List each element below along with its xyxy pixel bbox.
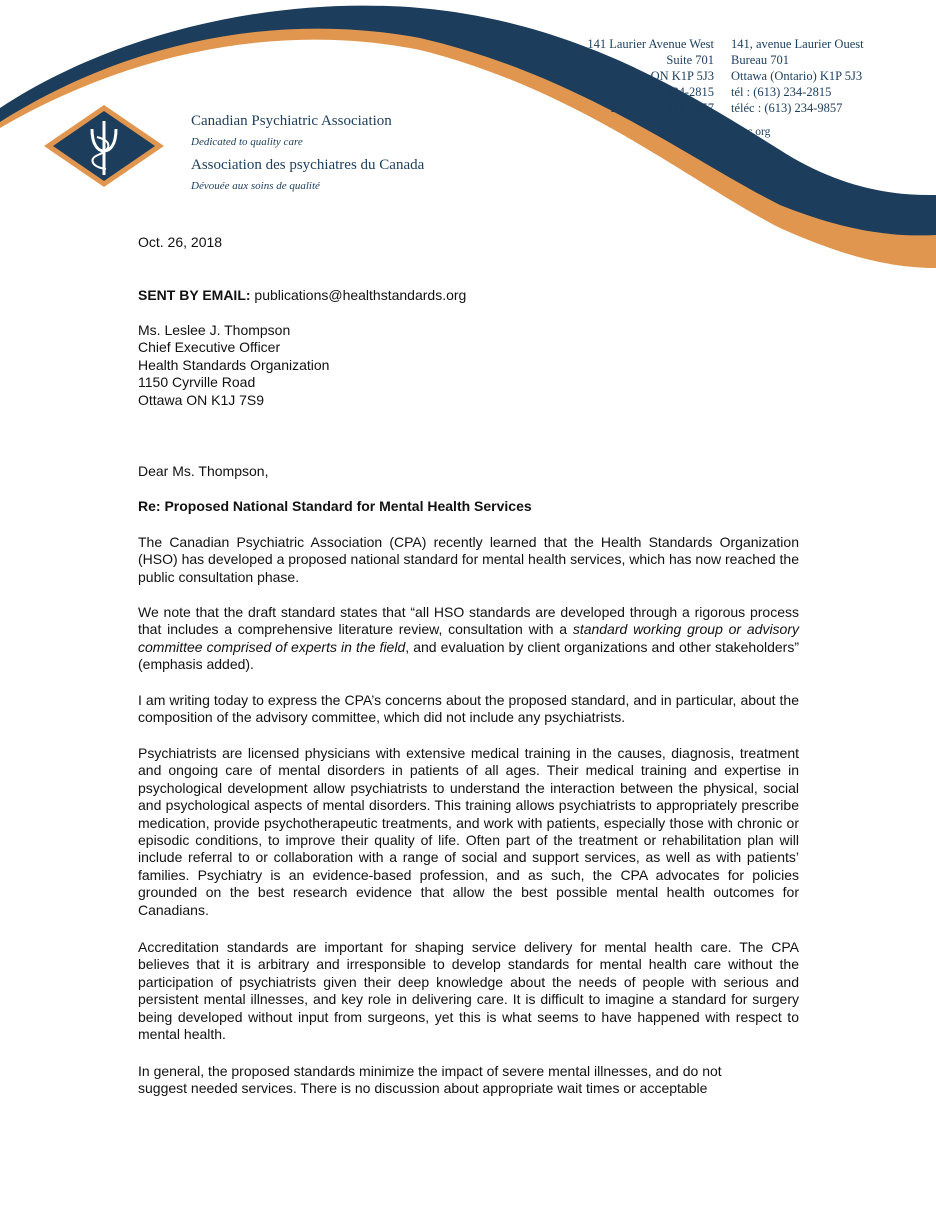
salutation: Dear Ms. Thompson, bbox=[138, 463, 269, 479]
address-line: Suite 701 bbox=[666, 53, 714, 67]
fax-line: téléc : (613) 234-9857 bbox=[731, 101, 843, 115]
contact-web bbox=[640, 124, 820, 156]
letter-date: Oct. 26, 2018 bbox=[138, 234, 223, 250]
sent-by-email bbox=[138, 287, 466, 304]
paragraph-3: I am writing today to express the CPA’s concerns about the proposed standard, and in particular, about the composition of the advisory committee, which did not include any psychiatrists. bbox=[138, 692, 799, 726]
org-name-fr: Association des psychiatres du Canada bbox=[191, 157, 425, 173]
address-line: 141 Laurier Avenue West bbox=[587, 37, 714, 51]
address-line: Ottawa (Ontario) K1P 5J3 bbox=[731, 69, 863, 83]
letterhead bbox=[0, 0, 936, 270]
paragraph-2-text: We note that the draft standard states that “all HSO standards are developed through a rigorous process that includes a comprehensive literature review, consultation with a bbox=[138, 604, 799, 638]
recipient-line: Ottawa ON K1J 7S9 bbox=[138, 391, 265, 408]
address-fr bbox=[731, 36, 864, 116]
paragraph-2 bbox=[138, 604, 799, 674]
paragraph-5: Accreditation standards are important for shaping service delivery for mental health care. The CPA believes that it is arbitrary and irresponsible to develop standards for mental health care without the participation of psychiatrists given their deep knowledge about the needs of people with serious and persistent mental illnesses, and key role in delivering care. It is difficult to imagine a standard for surgery being developed without input from surgeons, yet this is what seems to have happened with respect to mental health. bbox=[138, 939, 799, 1043]
address-line: Bureau 701 bbox=[731, 53, 789, 67]
address-line: 141, avenue Laurier Ouest bbox=[731, 37, 864, 51]
tagline-en: Dedicated to quality care bbox=[191, 136, 303, 148]
paragraph-1: The Canadian Psychiatric Association (CPA) recently learned that the Health Standards Organization (HSO) has developed a proposed national standard for mental health services, which has now reached the public consultation phase. bbox=[138, 534, 799, 585]
paragraph-4: Psychiatrists are licensed physicians with extensive medical training in the causes, diagnosis, treatment and ongoing care of mental disorders in patients of all ages. Their medical training and expertise in psychological development allow psychiatrists to understand the interaction between the physical, social and psychological aspects of mental disorders. This training allows psychiatrists to appropriately prescribe medication, provide psychotherapeutic treatments, and work with patients, especially those with chronic or episodic conditions, to improve their quality of life. Often part of the treatment or rehabilitation plan will include referral to or collaboration with a range of social and support services, as well as with patients’ families. Psychiatry is an evidence-based profession, and as such, the CPA advocates for policies grounded on the best research evidence that allow the best possible mental health outcomes for Canadians. bbox=[138, 745, 799, 918]
sent-email-address[interactable]: publications@healthstandards.org bbox=[250, 287, 467, 303]
tagline-fr: Dévouée aux soins de qualité bbox=[191, 180, 320, 192]
phone-line: Tel: (613) 234-2815 bbox=[613, 85, 714, 99]
org-name-en: Canadian Psychiatric Association bbox=[191, 113, 392, 129]
paragraph-2-text: , and evaluation by client organizations and other stakeholders” (emphasis added). bbox=[138, 638, 799, 673]
paragraph-2-emphasis: standard working group or advisory committee comprised of experts in the field bbox=[138, 621, 799, 655]
phone-line: tél : (613) 234-2815 bbox=[731, 85, 832, 99]
recipient-line: Chief Executive Officer bbox=[138, 339, 281, 356]
recipient-line: Ms. Leslee J. Thompson bbox=[138, 322, 291, 338]
address-line: Ottawa, ON K1P 5J3 bbox=[608, 69, 714, 83]
subject-line: Re: Proposed National Standard for Mental Health Services bbox=[138, 498, 532, 514]
paragraph-6-line-2: suggest needed services. There is no discussion about appropriate wait times or acceptable bbox=[138, 1080, 708, 1096]
paragraph-6-line-1: In general, the proposed standards minimize the impact of severe mental illnesses, and do not bbox=[138, 1063, 722, 1079]
sent-label: SENT BY EMAIL: bbox=[138, 287, 251, 303]
address-en bbox=[587, 36, 714, 116]
recipient-line: Health Standards Organization bbox=[138, 356, 330, 373]
recipient-line: 1150 Cyrville Road bbox=[138, 374, 256, 391]
fax-line: Fax: (613) 234-9857 bbox=[610, 101, 714, 115]
email-link[interactable]: cpa@cpa-apc.org bbox=[689, 142, 771, 154]
caduceus-psi-icon bbox=[42, 103, 166, 189]
recipient-address bbox=[138, 322, 799, 409]
website-link[interactable]: www.cpa-apc.org bbox=[689, 126, 771, 138]
